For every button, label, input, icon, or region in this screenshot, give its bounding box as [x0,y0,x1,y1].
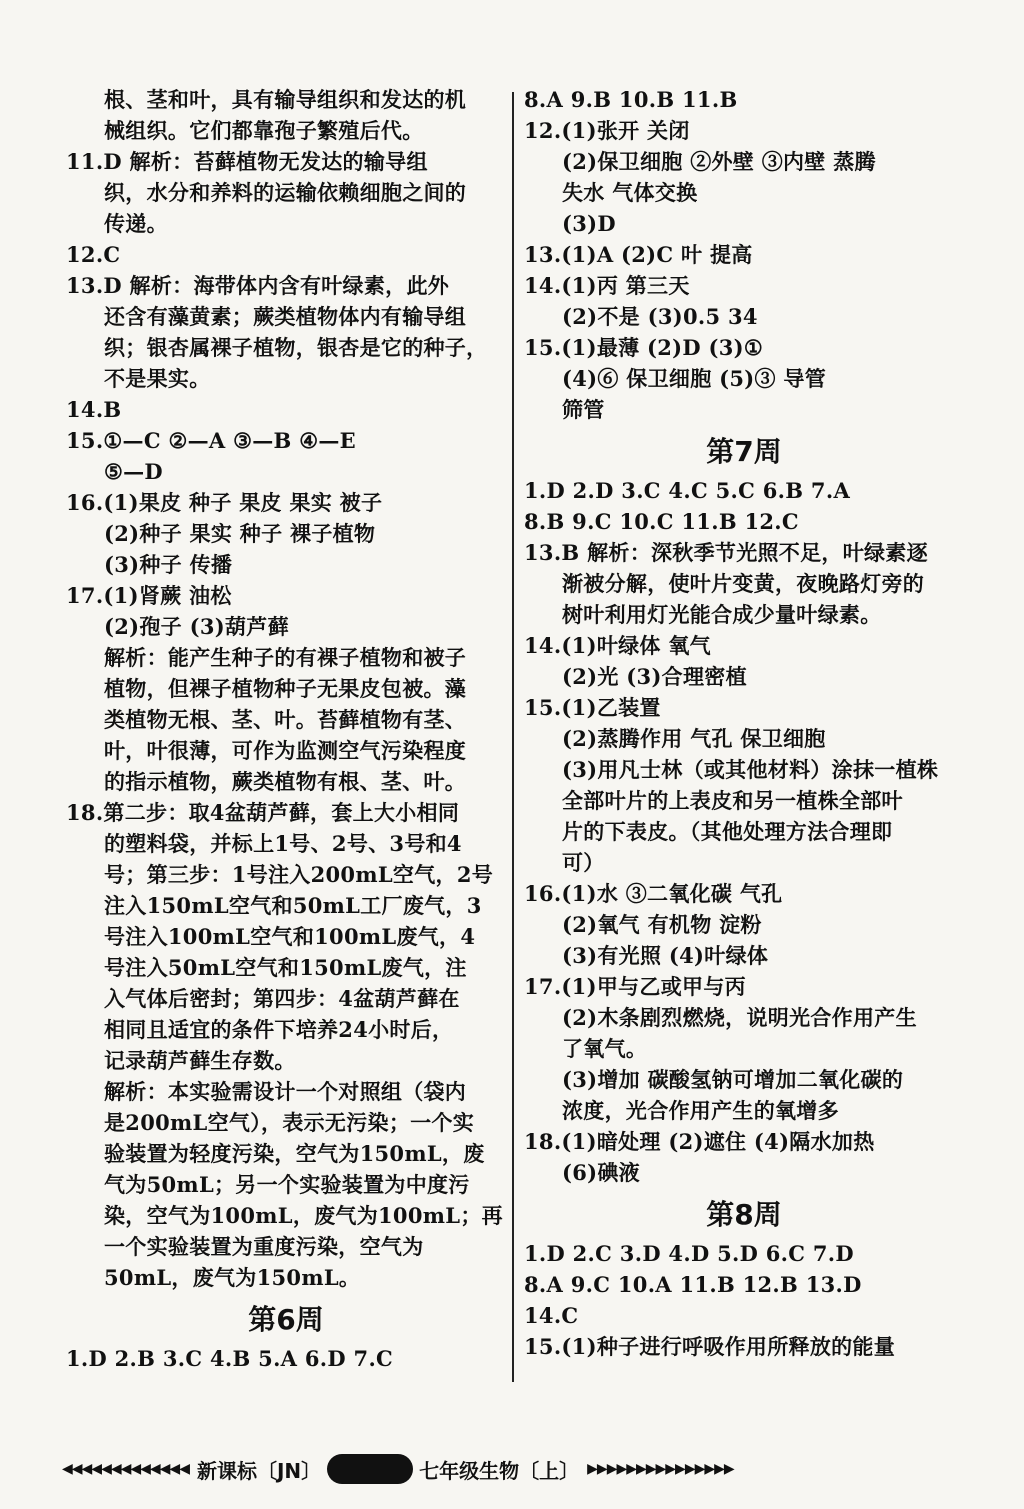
answer-line: (2)蒸腾作用 气孔 保卫细胞 [562,726,826,751]
answer-line: (2)氧气 有机物 淀粉 [562,912,762,937]
answer-line: 1.D 2.C 3.D 4.D 5.D 6.C 7.D [524,1241,854,1266]
answer-line: (3)D [562,211,616,236]
week6-answers-line: 1.D 2.B 3.C 4.B 5.A 6.D 7.C [66,1346,394,1371]
answer-line: 树叶利用灯光能合成少量叶绿素。 [562,602,882,627]
answer-line: 15.(1)乙装置 [524,695,661,720]
footer-right-label: 七年级生物〔上〕 [419,1458,580,1483]
heading-week-6: 第6周 [248,1303,324,1336]
answer-line: (2)种子 果实 种子 裸子植物 [104,521,376,546]
answer-line: 14.(1)丙 第三天 [524,273,690,298]
answer-line: 失水 气体交换 [562,180,698,205]
answer-line: 织；银杏属裸子植物，银杏是它的种子， [104,335,488,360]
answer-line: 12.(1)张开 关闭 [524,118,690,143]
answer-line: 片的下表皮。（其他处理方法合理即 [562,819,893,844]
answer-line: 筛管 [562,397,605,422]
answer-line: 记录葫芦藓生存数。 [104,1048,296,1073]
answer-line: 植物，但裸子植物种子无果皮包被。藻 [104,676,467,701]
answer-line: 1.D 2.D 3.C 4.C 5.C 6.B 7.A [524,478,851,503]
answer-line: 14.C [524,1303,579,1328]
answer-line: 17.(1)甲与乙或甲与丙 [524,974,746,999]
answer-line: 械组织。它们都靠孢子繁殖后代。 [104,118,424,143]
answer-line: 相同且适宜的条件下培养24小时后， [104,1017,454,1042]
answer-line: 号注入100mL空气和100mL废气，4 [104,924,476,949]
answer-line: (4)⑥ 保卫细胞 (5)③ 导管 [562,366,826,391]
heading-week-8: 第8周 [706,1198,782,1231]
answer-line: 16.(1)果皮 种子 果皮 果实 被子 [66,490,383,515]
answer-line: (3)用凡士林（或其他材料）涂抹一植株 [562,757,939,782]
answer-line: 的指示植物，蕨类植物有根、茎、叶。 [104,769,467,794]
answer-line: 15.(1)种子进行呼吸作用所释放的能量 [524,1334,896,1359]
answer-line: 13.(1)A (2)C 叶 提高 [524,242,753,267]
footer-left-label: 新课标〔JN〕 [196,1458,322,1483]
answer-line: (2)木条剧烈燃烧，说明光合作用产生 [562,1005,917,1030]
answer-line: 根、茎和叶，具有输导组织和发达的机 [104,87,467,112]
answer-line: (2)不是 (3)0.5 34 [562,304,758,329]
left-column [66,84,506,1374]
answer-line: 18.(1)暗处理 (2)遮住 (4)隔水加热 [524,1129,875,1154]
answer-line: 是200mL空气），表示无污染；一个实 [104,1110,475,1135]
answer-line: (2)光 (3)合理密植 [562,664,747,689]
answer-line: 17.(1)肾蕨 油松 [66,583,232,608]
right-arrows-icon: ▶▶▶▶▶▶▶▶▶▶▶▶▶▶▶ [587,1461,734,1477]
answer-line: 渐被分解，使叶片变黄，夜晚路灯旁的 [562,571,925,596]
answer-line: 号注入50mL空气和150mL废气，注 [104,955,467,980]
right-answer-block-2 [524,475,964,1188]
right-answer-block-3 [524,1238,964,1362]
left-arrows-icon: ◀◀◀◀◀◀◀◀◀◀◀◀◀ [62,1461,189,1477]
answer-line: (2)保卫细胞 ②外壁 ③内壁 蒸腾 [562,149,876,174]
left-answer-lines [66,84,506,1293]
answer-line: 气为50mL；另一个实验装置为中度污 [104,1172,470,1197]
answer-line: (6)碘液 [562,1160,640,1185]
answer-line: 8.A 9.C 10.A 11.B 12.B 13.D [524,1272,862,1297]
column-divider [512,92,514,1382]
answer-line: 15.(1)最薄 (2)D (3)① [524,335,764,360]
answer-line: 解析：本实验需设计一个对照组（袋内 [104,1079,467,1104]
answer-line: (3)有光照 (4)叶绿体 [562,943,769,968]
answer-line: 18.第二步：取4盆葫芦藓，套上大小相同 [66,800,460,825]
answer-line: 可） [562,850,605,875]
answer-line: 解析：能产生种子的有裸子植物和被子 [104,645,467,670]
answer-line: 了氧气。 [562,1036,648,1061]
answer-line: 13.D 解析：海带体内含有叶绿素，此外 [66,273,450,298]
answer-line: 50mL，废气为150mL。 [104,1265,361,1290]
page-number-badge [327,1454,413,1484]
answer-line: 16.(1)水 ③二氧化碳 气孔 [524,881,783,906]
answer-line: 的塑料袋，并标上1号、2号、3号和4 [104,831,462,856]
answer-line: 入气体后密封；第四步：4盆葫芦藓在 [104,986,460,1011]
answer-line: 13.B 解析：深秋季节光照不足，叶绿素逐 [524,540,928,565]
answer-line: 验装置为轻度污染，空气为150mL，废 [104,1141,485,1166]
answer-line: 织，水分和养料的运输依赖细胞之间的 [104,180,467,205]
answer-line: 传递。 [104,211,168,236]
answer-line: 浓度，光合作用产生的氧增多 [562,1098,839,1123]
answer-line: 全部叶片的上表皮和另一植株全部叶 [562,788,903,813]
answer-line: 不是果实。 [104,366,211,391]
answer-line: 12.C [66,242,121,267]
right-column [524,84,964,1362]
answer-line: ⑤—D [104,459,163,484]
answer-line: 注入150mL空气和50mL工厂废气，3 [104,893,482,918]
answer-line: (3)增加 碳酸氢钠可增加二氧化碳的 [562,1067,904,1092]
answer-line: (3)种子 传播 [104,552,233,577]
answer-line: 一个实验装置为重度污染，空气为 [104,1234,424,1259]
heading-week-7: 第7周 [706,435,782,468]
answer-line: 14.(1)叶绿体 氧气 [524,633,711,658]
answer-line: 8.A 9.B 10.B 11.B [524,87,738,112]
answer-line: (2)孢子 (3)葫芦藓 [104,614,289,639]
answer-line: 14.B [66,397,122,422]
answer-line: 8.B 9.C 10.C 11.B 12.C [524,509,799,534]
answer-line: 类植物无根、茎、叶。苔藓植物有茎、 [104,707,467,732]
right-answer-block-1 [524,84,964,425]
answer-line: 染，空气为100mL，废气为100mL；再 [104,1203,503,1228]
answer-line: 号；第三步：1号注入200mL空气，2号 [104,862,494,887]
page-footer [62,1452,962,1486]
answer-line: 叶，叶很薄，可作为监测空气污染程度 [104,738,467,763]
answer-line: 还含有藻黄素；蕨类植物体内有输导组 [104,304,467,329]
answer-line: 15.①—C ②—A ③—B ④—E [66,428,356,453]
answer-line: 11.D 解析：苔藓植物无发达的输导组 [66,149,428,174]
